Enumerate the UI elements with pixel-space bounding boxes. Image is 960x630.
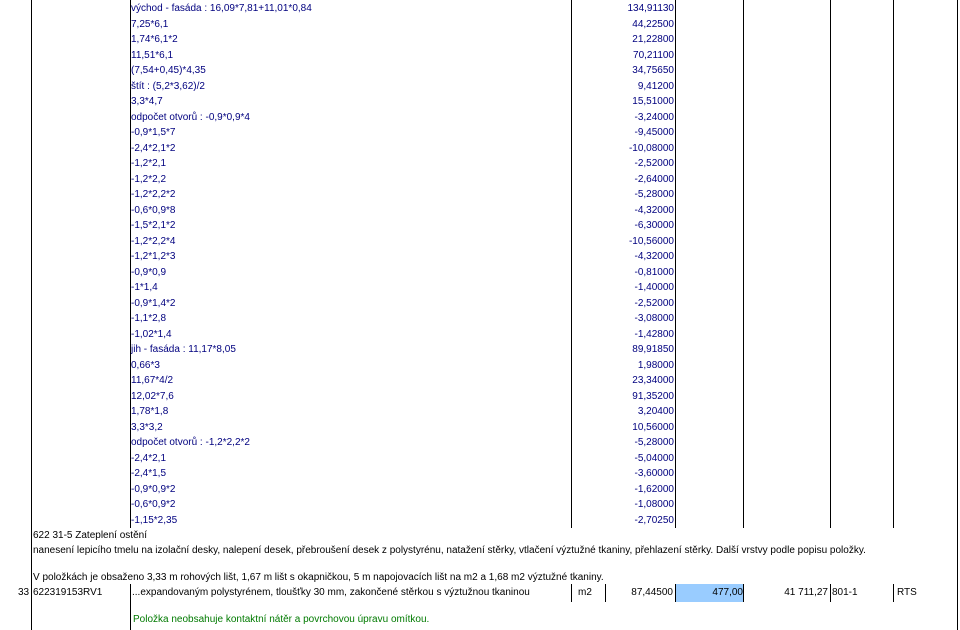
calc-row [0,110,960,126]
calc-value: -10,08000 [628,142,674,154]
calc-row [0,389,960,405]
calc-row [0,420,960,436]
calc-value: 44,22500 [632,18,674,30]
item-description: nanesení lepicího tmelu na izolační desky, nalepení desek, přebroušení desek z polystyrénu, natažení stěrky, vtlačení výztužné tkaniny, přehlazení stěrky. Další vrstvy podle popisu položky. [33,545,866,556]
calc-expression: -1,2*1,2*3 [131,251,176,262]
calc-value: -2,52000 [634,297,674,309]
calc-row [0,435,960,451]
calc-row [0,48,960,64]
calc-expression: -0,9*0,9 [131,266,167,278]
calc-value: 134,91130 [627,3,674,14]
calc-expression: -0,9*1,5*7 [131,127,176,138]
calc-value: -2,52000 [634,158,674,169]
item-name: ...expandovaným polystyrénem, tloušťky 30 mm, zakončené stěrkou s výztužnou tkaninou [132,587,530,598]
calc-row [0,1,960,17]
calc-row [0,280,960,296]
calc-row [0,249,960,265]
calc-row [0,513,960,529]
calc-row [0,156,960,172]
calc-expression: 11,51*6,1 [131,49,174,61]
calc-row [0,63,960,79]
calc-row [0,141,960,157]
calc-expression: (7,54+0,45)*4,35 [131,65,206,76]
calc-row [0,466,960,482]
calc-expression: 1,74*6,1*2 [131,34,178,45]
calc-value: -4,32000 [634,204,674,216]
calc-expression: -1,15*2,35 [131,514,178,526]
calc-expression: štít : (5,2*3,62)/2 [131,80,205,92]
calc-value: 1,98000 [637,359,674,371]
calc-expression: východ - fasáda : 16,09*7,81+11,01*0,84 [131,3,312,14]
item-note: V položkách je obsaženo 3,33 m rohových lišt, 1,67 m lišt s okapničkou, 5 m napojovacích lišt na m2 a 1,68 m2 výztužné tkaniny. [33,572,604,583]
calc-value: -1,08000 [634,499,674,510]
calc-row [0,234,960,250]
calc-value: -0,81000 [634,266,674,278]
calc-expression: odpočet otvorů : -1,2*2,2*2 [131,437,250,448]
calc-row [0,451,960,467]
calc-expression: -1,2*2,2*2 [131,189,176,200]
calc-expression: odpočet otvorů : -0,9*0,9*4 [131,111,250,123]
calc-expression: jih - fasáda : 11,17*8,05 [131,344,236,355]
calc-value: -5,28000 [634,437,674,448]
calc-value: 9,41200 [637,80,674,92]
calc-value: -1,40000 [634,282,674,293]
calc-value: 3,20400 [637,406,674,417]
calc-expression: -2,4*1,5 [131,468,167,479]
calc-expression: -1,1*2,8 [131,313,167,324]
item-total: 41 711,27 [784,587,828,598]
calc-value: -4,32000 [634,251,674,262]
calc-value: -5,04000 [634,452,674,464]
calc-expression: -1,2*2,2 [131,173,167,185]
calc-expression: 1,78*1,8 [131,406,169,417]
calc-value: -10,56000 [628,235,674,247]
calc-row [0,327,960,343]
calc-value: 10,56000 [632,421,674,433]
calc-expression: -2,4*2,1*2 [131,142,176,154]
calc-value: 70,21100 [633,49,674,61]
calc-row [0,265,960,281]
calc-row [0,79,960,95]
calc-expression: 0,66*3 [131,359,160,371]
calc-expression: 12,02*7,6 [131,390,174,402]
calc-value: -9,45000 [634,127,674,138]
calc-value: -5,28000 [634,189,674,200]
calc-row [0,32,960,48]
calc-row [0,172,960,188]
calc-row [0,311,960,327]
calc-value: 15,51000 [632,96,674,107]
item-quantity: 87,44500 [631,587,673,598]
calc-value: 34,75650 [632,65,674,76]
item-unit-price[interactable]: 477,00 [676,584,743,602]
calc-expression: -1,5*2,1*2 [131,220,176,231]
calc-expression: 7,25*6,1 [131,18,169,30]
item-row[interactable] [0,584,960,602]
calc-expression: -1,02*1,4 [131,328,172,340]
calc-row [0,373,960,389]
calc-value: -1,62000 [634,483,674,495]
calc-row [0,482,960,498]
calc-value: 21,22800 [632,34,674,45]
calc-row [0,17,960,33]
calc-value: 89,91850 [632,344,674,355]
calc-row [0,358,960,374]
calc-expression: -0,6*0,9*8 [131,204,176,216]
item-remark: Položka neobsahuje kontaktní nátěr a povrchovou úpravu omítkou. [133,614,430,625]
calc-row [0,497,960,513]
calc-expression: -1*1,4 [131,282,158,293]
calc-value: -2,64000 [634,173,674,185]
calc-row [0,203,960,219]
calc-value: -3,24000 [634,111,674,123]
calc-row [0,125,960,141]
item-unit: m2 [578,587,592,598]
calc-value: -2,70250 [634,514,674,526]
section-title: 622 31-5 Zateplení ostění [33,530,147,541]
calc-expression: -0,9*1,4*2 [131,297,176,309]
calc-row [0,94,960,110]
calc-expression: 3,3*3,2 [131,421,163,433]
calc-expression: -0,6*0,9*2 [131,499,176,510]
calc-value: -6,30000 [634,220,674,231]
item-number: 33 [18,587,30,598]
calc-value: -3,08000 [634,313,674,324]
calc-expression: 3,3*4,7 [131,96,163,107]
calc-expression: -1,2*2,1 [131,158,167,169]
calc-value: 91,35200 [632,390,674,402]
item-catalog: 801-1 [832,587,858,598]
calc-value: -3,60000 [634,468,674,479]
calc-row [0,296,960,312]
calc-value: 23,34000 [632,375,674,386]
calc-value: -1,42800 [634,328,674,340]
item-code: 622319153RV1 [33,587,103,598]
calc-row [0,404,960,420]
calc-expression: -2,4*2,1 [131,452,167,464]
calc-row [0,218,960,234]
calc-expression: -1,2*2,2*4 [131,235,176,247]
calc-expression: -0,9*0,9*2 [131,483,176,495]
calc-row [0,187,960,203]
calc-row [0,342,960,358]
calc-expression: 11,67*4/2 [131,375,174,386]
item-source: RTS [897,587,917,598]
